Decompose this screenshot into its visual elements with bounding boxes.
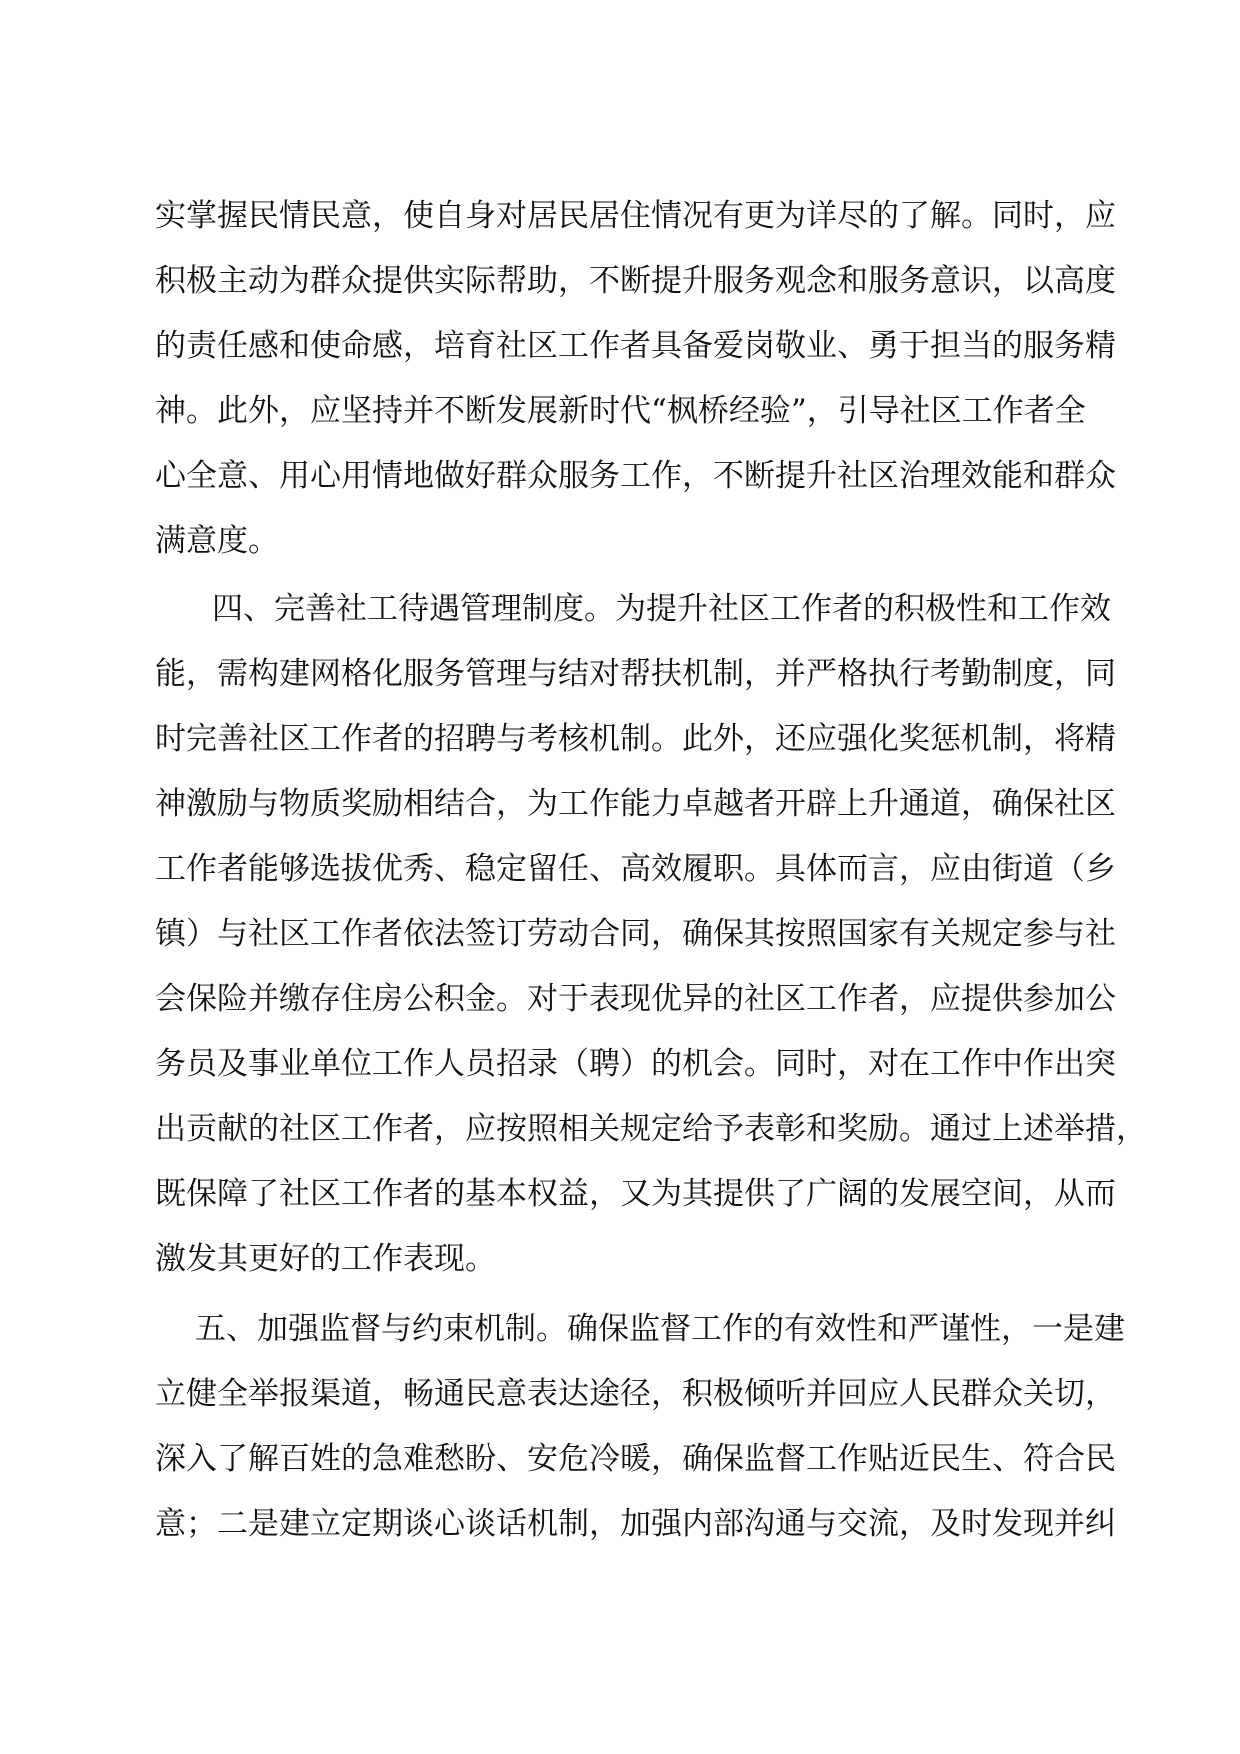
text-line: 积极主动为群众提供实际帮助，不断提升服务观念和服务意识，以高度 — [155, 263, 1116, 299]
text-line: 的责任感和使命感，培育社区工作者具备爱岗敬业、勇于担当的服务精 — [155, 328, 1116, 364]
text-line: 出贡献的社区工作者，应按照相关规定给予表彰和奖励。通过上述举措， — [155, 1111, 1147, 1147]
text-line: 实掌握民情民意，使自身对居民居住情况有更为详尽的了解。同时，应 — [155, 198, 1116, 234]
text-line: 激发其更好的工作表现。 — [155, 1241, 496, 1277]
text-line: 深入了解百姓的急难愁盼、安危冷暖，确保监督工作贴近民生、符合民 — [155, 1441, 1116, 1477]
paragraph-start-line: 五、加强监督与约束机制。确保监督工作的有效性和严谨性，一是建 — [195, 1311, 1125, 1347]
text-line: 意；二是建立定期谈心谈话机制，加强内部沟通与交流，及时发现并纠 — [155, 1506, 1116, 1542]
text-line: 时完善社区工作者的招聘与考核机制。此外，还应强化奖惩机制，将精 — [155, 721, 1116, 757]
text-line: 工作者能够选拔优秀、稳定留任、高效履职。具体而言，应由街道（乡 — [155, 851, 1116, 887]
text-line: 心全意、用心用情地做好群众服务工作，不断提升社区治理效能和群众 — [155, 458, 1116, 494]
text-line: 立健全举报渠道，畅通民意表达途径，积极倾听并回应人民群众关切， — [155, 1376, 1116, 1412]
text-line: 能，需构建网格化服务管理与结对帮扶机制，并严格执行考勤制度，同 — [155, 656, 1116, 692]
text-line: 神。此外，应坚持并不断发展新时代“枫桥经验”，引导社区工作者全 — [155, 393, 1086, 429]
paragraph-start-line: 四、完善社工待遇管理制度。为提升社区工作者的积极性和工作效 — [212, 591, 1111, 627]
text-line: 镇）与社区工作者依法签订劳动合同，确保其按照国家有关规定参与社 — [155, 916, 1116, 952]
text-line: 既保障了社区工作者的基本权益，又为其提供了广阔的发展空间，从而 — [155, 1176, 1116, 1212]
text-line: 会保险并缴存住房公积金。对于表现优异的社区工作者，应提供参加公 — [155, 981, 1116, 1017]
text-line: 神激励与物质奖励相结合，为工作能力卓越者开辟上升通道，确保社区 — [155, 786, 1116, 822]
text-line: 满意度。 — [155, 523, 279, 559]
text-line: 务员及事业单位工作人员招录（聘）的机会。同时，对在工作中作出突 — [155, 1046, 1116, 1082]
